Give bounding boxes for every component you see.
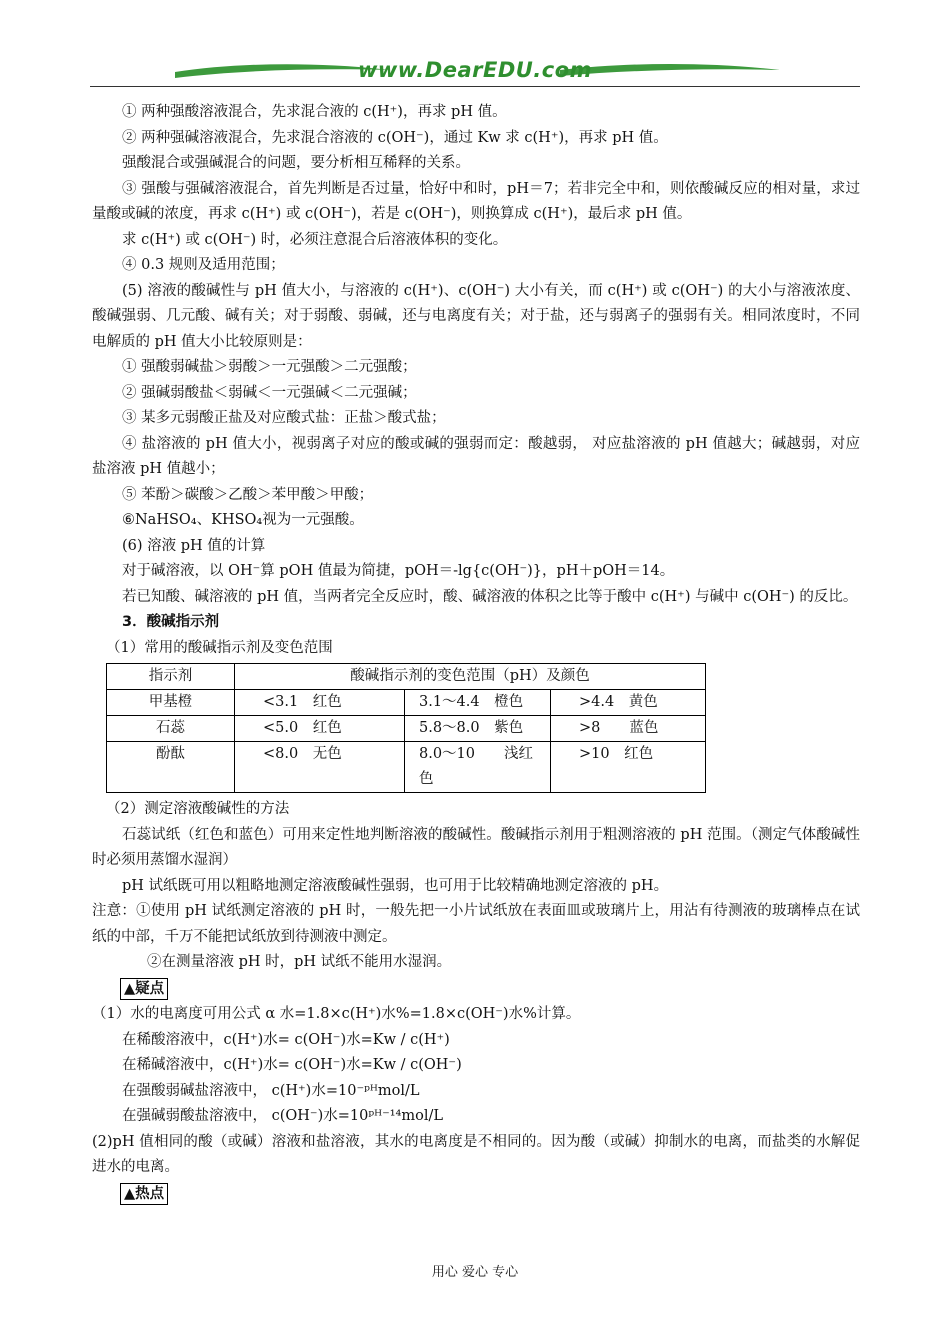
table-cell: 甲基橙 [107,690,235,716]
paragraph: 若已知酸、碱溶液的 pH 值，当两者完全反应时，酸、碱溶液的体积之比等于酸中 c(H⁺) 与碱中 c(OH⁻) 的反比。 [122,588,858,605]
table-cell: 5.8～8.0 紫色 [405,716,551,742]
paragraph: ③ 强酸与强碱溶液混合，首先判断是否过量，恰好中和时，pH＝7；若非完全中和，则依酸碱反应的相对量，求过量酸或碱的浓度，再求 c(H⁺) 或 c(OH⁻)，若是 c(OH⁻)，则换算成 c(H⁺)，最后求 pH 值。 [92,180,860,222]
table-row [107,690,706,716]
page-footer: 用心 爱心 专心 [431,1265,519,1280]
paragraph: 对于碱溶液，以 OH⁻算 pOH 值最为简捷，pOH＝-lg{c(OH⁻)}，pH＋pOH＝14。 [122,563,675,579]
table-header-cell: 指示剂 [107,664,235,690]
page-header [90,58,860,92]
paragraph: pH 试纸既可用以粗略地测定溶液酸碱性强弱，也可用于比较精确地测定溶液的 pH。 [122,877,669,894]
paragraph: ③ 某多元弱酸正盐及对应酸式盐：正盐＞酸式盐； [122,410,446,426]
paragraph: ⑤ 苯酚＞碳酸＞乙酸＞苯甲酸＞甲酸； [122,486,374,503]
table-cell: 石蕊 [107,716,235,742]
paragraph: ② 两种强碱溶液混合，先求混合溶液的 c(OH⁻)，通过 Kw 求 c(H⁺)，再求 pH 值。 [122,129,668,146]
paragraph: ②在测量溶液 pH 时，pH 试纸不能用水湿润。 [147,954,452,970]
paragraph: 求 c(H⁺) 或 c(OH⁻) 时，必须注意混合后溶液体积的变化。 [122,231,508,248]
table-cell: 8.0～10 浅红色 [405,742,551,793]
paragraph: （2）测定溶液酸碱性的方法 [106,801,290,817]
table-cell: 3.1～4.4 橙色 [405,690,551,716]
table-cell: >4.4 黄色 [551,690,706,716]
table-cell: <3.1 红色 [235,690,405,716]
paragraph: 在强酸弱碱盐溶液中， c(H⁺)水=10⁻ᵖᴴmol/L [122,1082,420,1099]
table-row [107,716,706,742]
table-cell: <8.0 无色 [235,742,405,793]
paragraph: （1）常用的酸碱指示剂及变色范围 [106,639,333,656]
paragraph: ② 强碱弱酸盐＜弱碱＜一元强碱＜二元强碱； [122,384,417,401]
paragraph: 强酸混合或强碱混合的问题，要分析相互稀释的关系。 [122,155,470,171]
header-rule [90,86,860,87]
paragraph: 石蕊试纸（红色和蓝色）可用来定性地判断溶液的酸碱性。酸碱指示剂用于粗测溶液的 pH 范围。（测定气体酸碱性时必须用蒸馏水湿润） [92,826,860,868]
paragraph: ④ 盐溶液的 pH 值大小，视弱离子对应的酸或碱的强弱而定：酸越弱， 对应盐溶液的 pH 值越大；碱越弱，对应盐溶液 pH 值越小； [92,435,860,477]
paragraph: 在稀酸溶液中，c(H⁺)水= c(OH⁻)水=Kw / c(H⁺) [122,1031,450,1048]
paragraph: (5) 溶液的酸碱性与 pH 值大小，与溶液的 c(H⁺)、c(OH⁻) 大小有关，而 c(H⁺) 或 c(OH⁻) 的大小与溶液浓度、酸碱强弱、几元酸、碱有关；对于弱酸、弱碱，还与电离度有关；对于盐，还与弱离子的强弱有关。相同浓度时，不同电解质的 pH 值大小比较原则是： [92,282,860,350]
paragraph: ① 两种强酸溶液混合，先求混合液的 c(H⁺)，再求 pH 值。 [122,104,507,120]
table-row [107,742,706,793]
paragraph: ⑥NaHSO₄、KHSO₄视为一元强酸。 [122,512,364,528]
section-heading: 3．酸碱指示剂 [122,614,220,630]
table-cell: <5.0 红色 [235,716,405,742]
paragraph: ① 强酸弱碱盐＞弱酸＞一元强酸＞二元强酸； [122,359,417,375]
paragraph: （1）水的电离度可用公式 α 水=1.8×c(H⁺)水%=1.8×c(OH⁻)水%计算。 [92,1006,581,1022]
indicator-table [106,663,706,793]
hot-points-heading: ▲热点 [120,1183,168,1205]
table-cell: >10 红色 [551,742,706,793]
table-cell: >8 蓝色 [551,716,706,742]
header-site-text: www.DearEDU.com [357,58,593,82]
paragraph: 在强碱弱酸盐溶液中， c(OH⁻)水=10ᵖᴴ⁻¹⁴mol/L [122,1108,444,1124]
doubt-points-heading: ▲疑点 [120,978,168,1000]
document-body [92,100,860,1207]
paragraph: ④ 0.3 规则及适用范围； [122,257,285,273]
table-header-cell: 酸碱指示剂的变色范围（pH）及颜色 [235,664,706,690]
table-cell: 酚酞 [107,742,235,793]
paragraph: (2)pH 值相同的酸（或碱）溶液和盐溶液，其水的电离度是不相同的。因为酸（或碱）抑制水的电离，而盐类的水解促进水的电离。 [92,1133,860,1175]
paragraph: 注意：①使用 pH 试纸测定溶液的 pH 时，一般先把一小片试纸放在表面皿或玻璃片上，用沾有待测液的玻璃棒点在试纸的中部，千万不能把试纸放到待测液中测定。 [92,903,860,945]
paragraph: (6) 溶液 pH 值的计算 [122,537,266,554]
paragraph: 在稀碱溶液中，c(H⁺)水= c(OH⁻)水=Kw / c(OH⁻) [122,1057,462,1073]
